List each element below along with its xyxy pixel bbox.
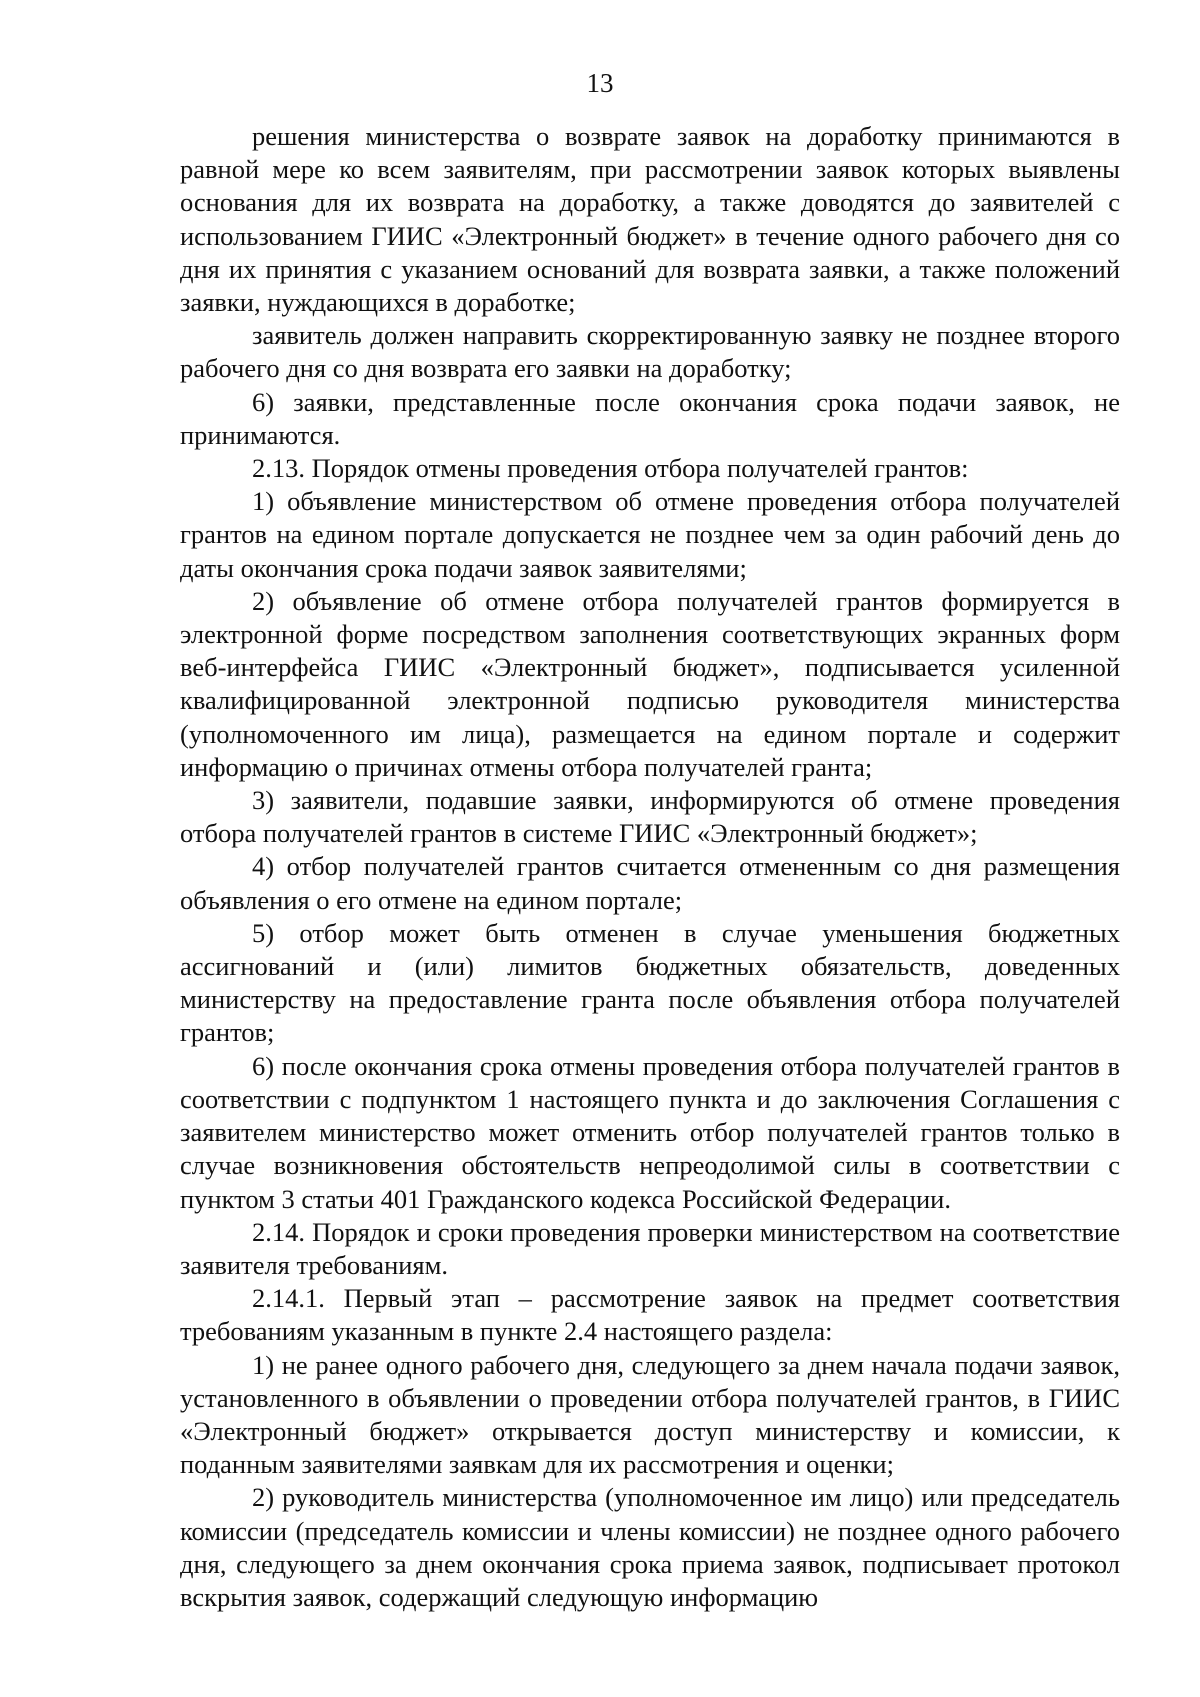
paragraph-section-2-14: 2.14. Порядок и сроки проведения проверки министерством на соответствие заявителя требованиям. — [180, 1216, 1120, 1280]
paragraph-returns-decision: решения министерства о возврате заявок на доработку принимаются в равной мере ко всем заявителям, при рассмотрении заявок которых выявлены основания для их возврата на доработку, а также доводятся до заявителей с использованием ГИИС «Электронный бюджет» в течение одного рабочего дня со дня их принятия с указанием оснований для возврата заявки, а также положений заявки, нуждающихся в доработке; — [180, 121, 1120, 318]
paragraph-2-13-item-4: 4) отбор получателей грантов считается отмененным со дня размещения объявления о его отмене на едином портале; — [180, 851, 1120, 915]
paragraph-2-13-item-5: 5) отбор может быть отменен в случае уменьшения бюджетных ассигнований и (или) лимитов бюджетных обязательств, доведенных министерству на предоставление гранта после объявления отбора получателей грантов; — [180, 917, 1120, 1048]
paragraph-late-applications: 6) заявки, представленные после окончания срока подачи заявок, не принимаются. — [180, 386, 1120, 450]
paragraph-2-14-1-item-1: 1) не ранее одного рабочего дня, следующего за днем начала подачи заявок, установленного в объявлении о проведении отбора получателей грантов, в ГИИС «Электронный бюджет» открывается доступ министерству и комиссии, к поданным заявителями заявкам для их рассмотрения и оценки; — [180, 1349, 1120, 1480]
page-number: 13 — [586, 68, 614, 98]
paragraph-2-13-item-3: 3) заявители, подавшие заявки, информируются об отмене проведения отбора получателей грантов в системе ГИИС «Электронный бюджет»; — [180, 785, 1120, 849]
paragraph-2-13-item-2: 2) объявление об отмене отбора получателей грантов формируется в электронной форме посредством заполнения соответствующих экранных форм веб-интерфейса ГИИС «Электронный бюджет», подписывается усиленной квалифицированной электронной подписью руководителя министерства (уполномоченного им лица), размещается на едином портале и содержит информацию о причинах отмены отбора получателей гранта; — [180, 585, 1120, 782]
paragraph-section-2-14-1: 2.14.1. Первый этап – рассмотрение заявок на предмет соответствия требованиям указанным в пункте 2.4 настоящего раздела: — [180, 1283, 1120, 1347]
paragraph-2-13-item-6: 6) после окончания срока отмены проведения отбора получателей грантов в соответствии с подпунктом 1 настоящего пункта и до заключения Соглашения с заявителем министерство может отменить отбор получателей грантов только в случае возникновения обстоятельств непреодолимой силы в соответствии с пунктом 3 статьи 401 Гражданского кодекса Российской Федерации. — [180, 1050, 1120, 1214]
paragraph-corrected-application: заявитель должен направить скорректированную заявку не позднее второго рабочего дня со дня возврата его заявки на доработку; — [180, 320, 1120, 384]
document-body — [180, 120, 1120, 1614]
paragraph-2-13-item-1: 1) объявление министерством об отмене проведения отбора получателей грантов на едином портале допускается не позднее чем за один рабочий день до даты окончания срока подачи заявок заявителями; — [180, 486, 1120, 583]
paragraph-2-14-1-item-2: 2) руководитель министерства (уполномоченное им лицо) или председатель комиссии (председатель комиссии и члены комиссии) не позднее одного рабочего дня, следующего за днем окончания срока приема заявок, подписывает протокол вскрытия заявок, содержащий следующую информацию — [180, 1482, 1120, 1612]
paragraph-section-2-13: 2.13. Порядок отмены проведения отбора получателей грантов: — [252, 453, 969, 484]
